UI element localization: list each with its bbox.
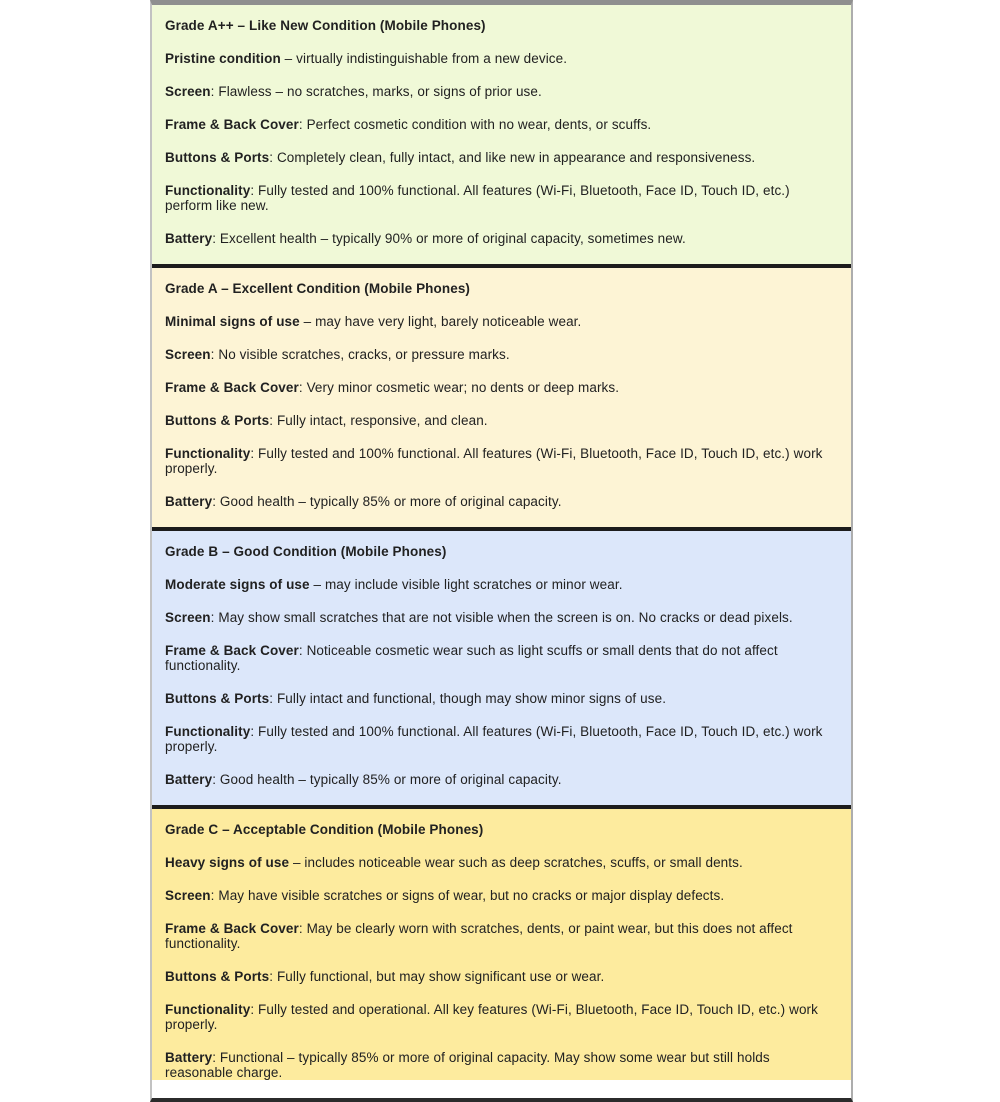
condition-label: Minimal signs of use: [165, 314, 300, 329]
condition-line: [165, 84, 837, 99]
condition-line: [165, 51, 837, 66]
condition-label: Battery: [165, 494, 213, 509]
condition-line: [165, 772, 837, 787]
condition-line: [165, 150, 837, 165]
condition-text: : Very minor cosmetic wear; no dents or deep marks.: [298, 380, 620, 395]
condition-label: Screen: [165, 84, 211, 99]
condition-line: [165, 577, 837, 592]
condition-line: [165, 231, 837, 246]
grade-section-grade-c: [152, 809, 851, 1080]
condition-text: : No visible scratches, cracks, or pressure marks.: [210, 347, 510, 362]
condition-label: Functionality: [165, 446, 251, 461]
section-title: Grade A – Excellent Condition (Mobile Phones): [165, 281, 471, 296]
condition-text: – includes noticeable wear such as deep scratches, scuffs, or small dents.: [289, 855, 743, 870]
condition-text: : Fully tested and 100% functional. All features (Wi-Fi, Bluetooth, Face ID, Touch ID, etc.) work properly.: [165, 724, 823, 754]
grading-table: [150, 0, 853, 1102]
condition-text: – may include visible light scratches or minor wear.: [309, 577, 623, 592]
condition-line: [165, 855, 837, 870]
condition-line: [165, 691, 837, 706]
grade-section-grade-a: [152, 268, 851, 531]
condition-label: Buttons & Ports: [165, 969, 270, 984]
condition-text: : May be clearly worn with scratches, dents, or paint wear, but this does not affect functionality.: [165, 921, 793, 951]
section-title: Grade B – Good Condition (Mobile Phones): [165, 544, 447, 559]
condition-label: Frame & Back Cover: [165, 380, 299, 395]
condition-label: Heavy signs of use: [165, 855, 290, 870]
condition-line: [165, 921, 837, 951]
condition-line: [165, 1002, 837, 1032]
condition-label: Battery: [165, 1050, 213, 1065]
condition-text: : Noticeable cosmetic wear such as light scuffs or small dents that do not affect functionality.: [165, 643, 778, 673]
condition-text: : Completely clean, fully intact, and like new in appearance and responsiveness.: [269, 150, 756, 165]
condition-line: [165, 969, 837, 984]
section-title: Grade C – Acceptable Condition (Mobile Phones): [165, 822, 484, 837]
grade-section-grade-b: [152, 531, 851, 809]
condition-label: Battery: [165, 231, 213, 246]
condition-line: [165, 888, 837, 903]
condition-line: [165, 643, 837, 673]
condition-text: : Excellent health – typically 90% or more of original capacity, sometimes new.: [212, 231, 686, 246]
condition-line: [165, 446, 837, 476]
condition-text: : Fully intact, responsive, and clean.: [269, 413, 488, 428]
condition-text: : May have visible scratches or signs of wear, but no cracks or major display defects.: [210, 888, 725, 903]
condition-label: Screen: [165, 347, 211, 362]
condition-label: Functionality: [165, 724, 251, 739]
condition-line: [165, 347, 837, 362]
condition-text: : Fully tested and 100% functional. All features (Wi-Fi, Bluetooth, Face ID, Touch ID, etc.) perform like new.: [165, 183, 790, 213]
condition-label: Frame & Back Cover: [165, 117, 299, 132]
condition-line: [165, 380, 837, 395]
condition-label: Frame & Back Cover: [165, 643, 299, 658]
section-title: Grade A++ – Like New Condition (Mobile Phones): [165, 18, 486, 33]
condition-line: [165, 724, 837, 754]
condition-line: [165, 117, 837, 132]
condition-line: [165, 413, 837, 428]
condition-label: Pristine condition: [165, 51, 281, 66]
condition-line: [165, 1050, 837, 1080]
condition-text: : Flawless – no scratches, marks, or signs of prior use.: [210, 84, 542, 99]
condition-line: [165, 494, 837, 509]
condition-text: – may have very light, barely noticeable wear.: [299, 314, 582, 329]
condition-line: [165, 314, 837, 329]
condition-label: Functionality: [165, 1002, 251, 1017]
condition-text: : Good health – typically 85% or more of original capacity.: [212, 772, 562, 787]
condition-label: Buttons & Ports: [165, 150, 270, 165]
condition-text: : Functional – typically 85% or more of original capacity. May show some wear but still holds reasonable charge.: [165, 1050, 770, 1080]
condition-label: Buttons & Ports: [165, 691, 270, 706]
condition-text: : Fully functional, but may show significant use or wear.: [269, 969, 605, 984]
condition-label: Screen: [165, 610, 211, 625]
condition-line: [165, 610, 837, 625]
grade-section-grade-a-plus-plus: [152, 5, 851, 268]
condition-text: : Fully tested and 100% functional. All features (Wi-Fi, Bluetooth, Face ID, Touch ID, etc.) work properly.: [165, 446, 823, 476]
condition-text: : Fully tested and operational. All key features (Wi-Fi, Bluetooth, Face ID, Touch ID, etc.) work properly.: [165, 1002, 819, 1032]
condition-label: Moderate signs of use: [165, 577, 310, 592]
condition-text: : Good health – typically 85% or more of original capacity.: [212, 494, 562, 509]
condition-label: Buttons & Ports: [165, 413, 270, 428]
condition-text: : May show small scratches that are not visible when the screen is on. No cracks or dead pixels.: [210, 610, 793, 625]
condition-label: Screen: [165, 888, 211, 903]
condition-line: [165, 183, 837, 213]
condition-label: Functionality: [165, 183, 251, 198]
condition-label: Frame & Back Cover: [165, 921, 299, 936]
condition-label: Battery: [165, 772, 213, 787]
condition-text: – virtually indistinguishable from a new device.: [280, 51, 568, 66]
condition-text: : Fully intact and functional, though may show minor signs of use.: [269, 691, 667, 706]
condition-text: : Perfect cosmetic condition with no wear, dents, or scuffs.: [298, 117, 652, 132]
